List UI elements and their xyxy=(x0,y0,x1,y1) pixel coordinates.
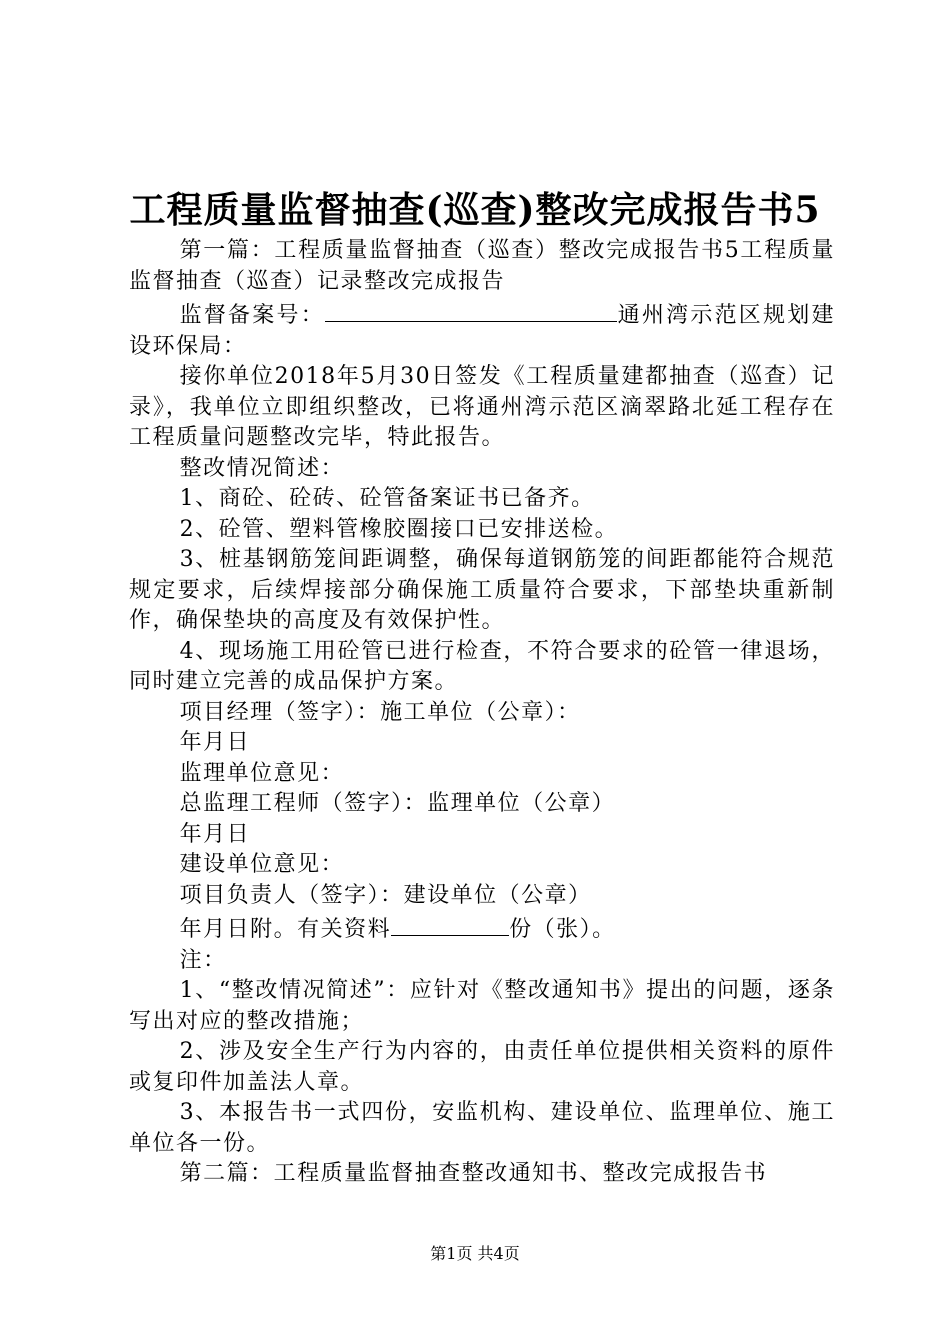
owner-signature-line: 项目负责人（签字）：建设单位（公章） xyxy=(179,882,592,908)
date-line: 年月日 xyxy=(179,821,251,847)
attachment-suffix: 份（张）。 xyxy=(509,917,616,943)
summary-item: 1、商砼、砼砖、砼管备案证书已备齐。 xyxy=(179,486,595,512)
receipt-paragraph: 接你单位2018年5月30日签发《工程质量建都抽查（巡查）记录》，我单位立即组织整改，已将通州湾示范区滴翠路北延工程存在工程质量问题整改完毕，特此报告。 xyxy=(129,364,835,451)
owner-opinion-heading: 建设单位意见： xyxy=(179,852,345,878)
date-line: 年月日 xyxy=(179,730,251,756)
filing-number-blank xyxy=(325,297,617,322)
document-body xyxy=(129,236,835,1190)
contractor-signature-line: 项目经理（签字）：施工单位（公章）： xyxy=(179,699,581,725)
summary-item: 2、砼管、塑料管橡胶圈接口已安排送检。 xyxy=(179,516,619,542)
note-item: 1、“整改情况简述”：应针对《整改通知书》提出的问题，逐条写出对应的整改措施； xyxy=(129,978,835,1034)
document-title: 工程质量监督抽查(巡查)整改完成报告书5 xyxy=(129,189,821,231)
filing-line xyxy=(129,297,835,362)
attachment-line xyxy=(129,911,835,946)
note-heading: 注： xyxy=(179,947,227,973)
attachment-prefix: 年月日附。有关资料 xyxy=(179,917,392,943)
filing-label: 监督备案号： xyxy=(179,303,325,329)
summary-item: 4、现场施工用砼管已进行检查，不符合要求的砼管一律退场，同时建立完善的成品保护方案。 xyxy=(129,638,835,695)
second-part-heading: 第二篇：工程质量监督抽查整改通知书、整改完成报告书 xyxy=(179,1161,768,1187)
summary-heading: 整改情况简述： xyxy=(179,455,345,481)
supervisor-signature-line: 总监理工程师（签字）：监理单位（公章） xyxy=(179,791,616,817)
intro-paragraph: 第一篇：工程质量监督抽查（巡查）整改完成报告书5工程质量监督抽查（巡查）记录整改完成报告 xyxy=(129,238,835,294)
attachment-count-blank xyxy=(391,911,509,936)
note-item: 3、本报告书一式四份，安监机构、建设单位、监理单位、施工单位各一份。 xyxy=(129,1100,835,1156)
summary-item: 3、桩基钢筋笼间距调整，确保每道钢筋笼的间距都能符合规范规定要求，后续焊接部分确保施工质量符合要求，下部垫块重新制作，确保垫块的高度及有效保护性。 xyxy=(129,547,835,634)
page-footer: 第1页 共4页 xyxy=(430,1244,520,1263)
note-item: 2、涉及安全生产行为内容的，由责任单位提供相关资料的原件或复印件加盖法人章。 xyxy=(129,1039,835,1095)
supervisor-opinion-heading: 监理单位意见： xyxy=(179,760,345,786)
filing-addressee: 通州湾示范区规划建设环保局： xyxy=(129,303,835,359)
